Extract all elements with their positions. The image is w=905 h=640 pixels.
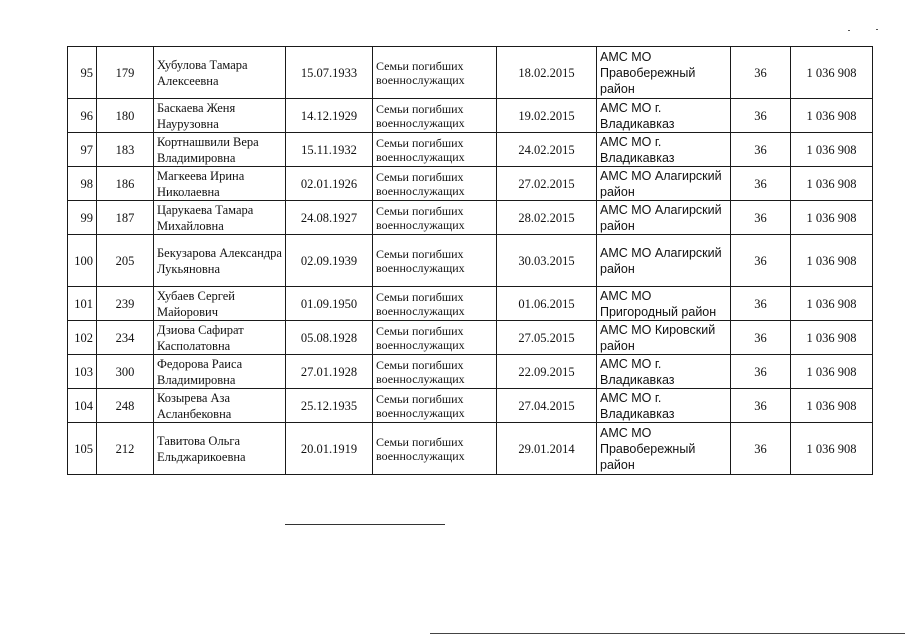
- record-id: 187: [97, 201, 154, 235]
- birth-date: 02.01.1926: [286, 167, 373, 201]
- count: 36: [731, 355, 791, 389]
- registration-date: 29.01.2014: [497, 423, 597, 475]
- category: Семьи погибших военнослужащих: [373, 47, 497, 99]
- category: Семьи погибших военнослужащих: [373, 287, 497, 321]
- organization: АМС МО Правобережный район: [597, 423, 731, 475]
- record-id: 248: [97, 389, 154, 423]
- table-row: [68, 355, 873, 389]
- person-name: Бекузарова Александра Лукьяновна: [154, 235, 286, 287]
- page-edge-line: [430, 633, 905, 634]
- birth-date: 24.08.1927: [286, 201, 373, 235]
- record-id: 180: [97, 99, 154, 133]
- record-id: 239: [97, 287, 154, 321]
- registration-date: 01.06.2015: [497, 287, 597, 321]
- birth-date: 01.09.1950: [286, 287, 373, 321]
- registration-date: 28.02.2015: [497, 201, 597, 235]
- table-row: [68, 133, 873, 167]
- count: 36: [731, 167, 791, 201]
- person-name: Кортнашвили Вера Владимировна: [154, 133, 286, 167]
- category: Семьи погибших военнослужащих: [373, 133, 497, 167]
- person-name: Магкеева Ирина Николаевна: [154, 167, 286, 201]
- category: Семьи погибших военнослужащих: [373, 423, 497, 475]
- person-name: Тавитова Ольга Ельджарикоевна: [154, 423, 286, 475]
- record-id: 212: [97, 423, 154, 475]
- birth-date: 27.01.1928: [286, 355, 373, 389]
- row-number: 96: [68, 99, 97, 133]
- category: Семьи погибших военнослужащих: [373, 201, 497, 235]
- signature-line: [285, 524, 445, 525]
- row-number: 95: [68, 47, 97, 99]
- amount: 1 036 908: [791, 133, 873, 167]
- count: 36: [731, 99, 791, 133]
- table-row: [68, 235, 873, 287]
- row-number: 100: [68, 235, 97, 287]
- registration-date: 27.05.2015: [497, 321, 597, 355]
- organization: АМС МО Алагирский район: [597, 201, 731, 235]
- count: 36: [731, 133, 791, 167]
- table-row: [68, 321, 873, 355]
- table-row: [68, 201, 873, 235]
- record-id: 186: [97, 167, 154, 201]
- person-name: Хубулова Тамара Алексеевна: [154, 47, 286, 99]
- category: Семьи погибших военнослужащих: [373, 389, 497, 423]
- row-number: 105: [68, 423, 97, 475]
- registration-date: 27.02.2015: [497, 167, 597, 201]
- row-number: 98: [68, 167, 97, 201]
- category: Семьи погибших военнослужащих: [373, 167, 497, 201]
- person-name: Федорова Раиса Владимировна: [154, 355, 286, 389]
- count: 36: [731, 423, 791, 475]
- registration-date: 30.03.2015: [497, 235, 597, 287]
- scan-speck: [848, 30, 850, 31]
- amount: 1 036 908: [791, 201, 873, 235]
- amount: 1 036 908: [791, 355, 873, 389]
- registration-date: 19.02.2015: [497, 99, 597, 133]
- category: Семьи погибших военнослужащих: [373, 99, 497, 133]
- organization: АМС МО г. Владикавказ: [597, 99, 731, 133]
- person-name: Козырева Аза Асланбековна: [154, 389, 286, 423]
- organization: АМС МО г. Владикавказ: [597, 389, 731, 423]
- organization: АМС МО г. Владикавказ: [597, 355, 731, 389]
- row-number: 99: [68, 201, 97, 235]
- table-row: [68, 99, 873, 133]
- row-number: 104: [68, 389, 97, 423]
- birth-date: 05.08.1928: [286, 321, 373, 355]
- amount: 1 036 908: [791, 47, 873, 99]
- registration-date: 18.02.2015: [497, 47, 597, 99]
- category: Семьи погибших военнослужащих: [373, 321, 497, 355]
- row-number: 97: [68, 133, 97, 167]
- person-name: Дзиова Сафират Касполатовна: [154, 321, 286, 355]
- organization: АМС МО Алагирский район: [597, 167, 731, 201]
- registration-date: 27.04.2015: [497, 389, 597, 423]
- count: 36: [731, 201, 791, 235]
- row-number: 103: [68, 355, 97, 389]
- amount: 1 036 908: [791, 235, 873, 287]
- birth-date: 15.11.1932: [286, 133, 373, 167]
- birth-date: 14.12.1929: [286, 99, 373, 133]
- amount: 1 036 908: [791, 389, 873, 423]
- table-row: [68, 389, 873, 423]
- table-row: [68, 167, 873, 201]
- count: 36: [731, 389, 791, 423]
- category: Семьи погибших военнослужащих: [373, 355, 497, 389]
- organization: АМС МО Пригородный район: [597, 287, 731, 321]
- organization: АМС МО Алагирский район: [597, 235, 731, 287]
- table-row: [68, 287, 873, 321]
- amount: 1 036 908: [791, 321, 873, 355]
- record-id: 179: [97, 47, 154, 99]
- count: 36: [731, 321, 791, 355]
- count: 36: [731, 287, 791, 321]
- record-id: 183: [97, 133, 154, 167]
- record-id: 234: [97, 321, 154, 355]
- person-name: Баскаева Женя Наурузовна: [154, 99, 286, 133]
- record-id: 205: [97, 235, 154, 287]
- table-row: [68, 423, 873, 475]
- scan-speck: [876, 29, 878, 30]
- registration-date: 22.09.2015: [497, 355, 597, 389]
- person-name: Царукаева Тамара Михайловна: [154, 201, 286, 235]
- category: Семьи погибших военнослужащих: [373, 235, 497, 287]
- row-number: 101: [68, 287, 97, 321]
- amount: 1 036 908: [791, 423, 873, 475]
- row-number: 102: [68, 321, 97, 355]
- birth-date: 20.01.1919: [286, 423, 373, 475]
- amount: 1 036 908: [791, 167, 873, 201]
- table-row: [68, 47, 873, 99]
- birth-date: 02.09.1939: [286, 235, 373, 287]
- count: 36: [731, 47, 791, 99]
- registration-date: 24.02.2015: [497, 133, 597, 167]
- organization: АМС МО Кировский район: [597, 321, 731, 355]
- amount: 1 036 908: [791, 287, 873, 321]
- count: 36: [731, 235, 791, 287]
- person-name: Хубаев Сергей Майорович: [154, 287, 286, 321]
- birth-date: 15.07.1933: [286, 47, 373, 99]
- record-id: 300: [97, 355, 154, 389]
- birth-date: 25.12.1935: [286, 389, 373, 423]
- beneficiaries-table: [67, 46, 873, 475]
- organization: АМС МО г. Владикавказ: [597, 133, 731, 167]
- organization: АМС МО Правобережный район: [597, 47, 731, 99]
- amount: 1 036 908: [791, 99, 873, 133]
